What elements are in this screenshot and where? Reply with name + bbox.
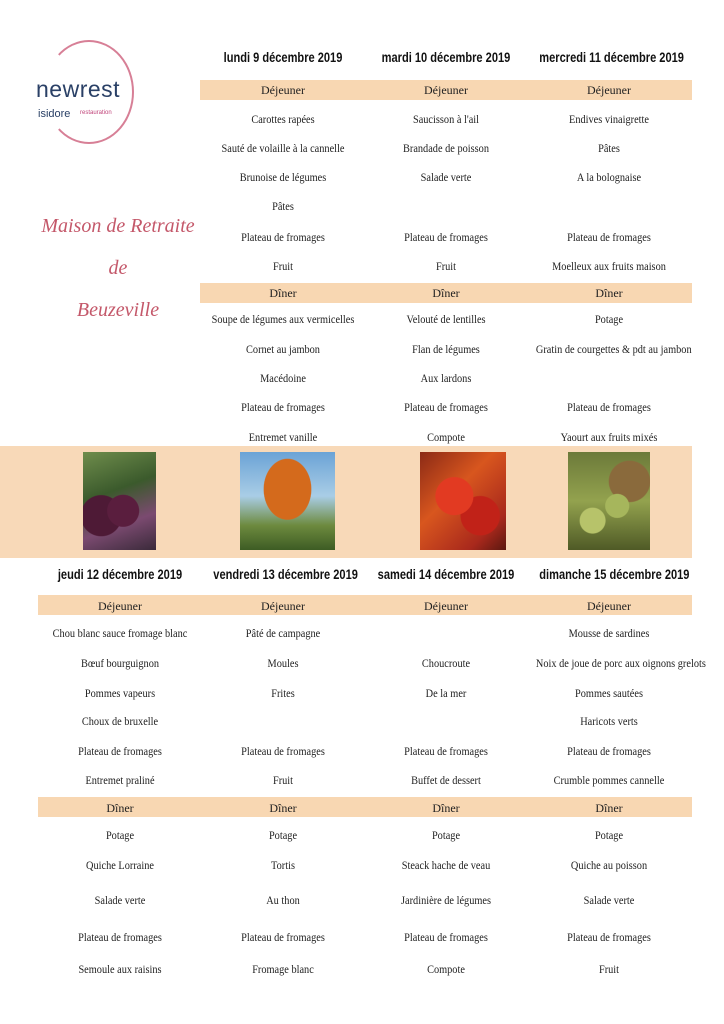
lunch-item: De la mer — [425, 686, 467, 700]
lunch-item: Crumble pommes cannelle — [553, 773, 665, 787]
logo-sub2: restauration — [80, 110, 112, 116]
dinner-item: Potage — [105, 828, 135, 842]
newrest-logo — [30, 38, 125, 148]
lunch-label: Déjeuner — [587, 599, 631, 613]
lunch-item: Fruit — [272, 259, 294, 273]
dinner-label: Dîner — [595, 286, 623, 300]
lunch-item: Choucroute — [421, 656, 471, 670]
lunch-item: Plateau de fromages — [241, 230, 325, 244]
lunch-item: A la bolognaise — [576, 170, 642, 184]
dinner-item: Plateau de fromages — [404, 400, 488, 414]
dinner-item: Entremet vanille — [248, 430, 318, 444]
lunch-item: Haricots verts — [580, 714, 638, 728]
dinner-item: Plateau de fromages — [241, 930, 325, 944]
dinner-item: Plateau de fromages — [241, 400, 325, 414]
dinner-label: Dîner — [595, 801, 623, 815]
lunch-item: Plateau de fromages — [567, 230, 651, 244]
lunch-item: Plateau de fromages — [404, 230, 488, 244]
place-title — [38, 205, 198, 331]
day-date: lundi 9 décembre 2019 — [223, 50, 343, 65]
lunch-item: Fruit — [435, 259, 457, 273]
lunch-item: Bœuf bourguignon — [80, 656, 160, 670]
lunch-item: Plateau de fromages — [241, 744, 325, 758]
dinner-item: Steack hache de veau — [401, 858, 491, 872]
dinner-item: Compote — [427, 962, 465, 976]
dinner-item: Salade verte — [94, 893, 146, 907]
lunch-item: Buffet de dessert — [411, 773, 481, 787]
lunch-item: Carottes rapées — [251, 112, 315, 126]
lunch-item: Plateau de fromages — [404, 744, 488, 758]
logo-brand: newrest — [36, 76, 121, 102]
dinner-item: Plateau de fromages — [404, 930, 488, 944]
lunch-label: Déjeuner — [98, 599, 142, 613]
red-leaves-photo — [420, 452, 506, 550]
dinner-item: Plateau de fromages — [567, 930, 651, 944]
dinner-item: Au thon — [266, 893, 300, 907]
dinner-item: Quiche Lorraine — [86, 858, 154, 872]
lunch-item: Pâtes — [598, 141, 620, 155]
day-date: mercredi 11 décembre 2019 — [539, 50, 684, 65]
lunch-item: Salade verte — [420, 170, 472, 184]
lunch-item: Mousse de sardines — [568, 626, 650, 640]
lunch-item: Sauté de volaille à la cannelle — [221, 141, 345, 155]
lunch-item: Plateau de fromages — [78, 744, 162, 758]
lunch-item: Pommes vapeurs — [84, 686, 156, 700]
dinner-label: Dîner — [269, 286, 297, 300]
lunch-item: Plateau de fromages — [567, 744, 651, 758]
place-line1: Maison de Retraite de — [41, 215, 195, 279]
day-date: samedi 14 décembre 2019 — [377, 567, 515, 582]
lunch-item: Endives vinaigrette — [569, 112, 649, 126]
dinner-item: Macédoine — [260, 371, 306, 385]
dinner-item: Jardinière de légumes — [401, 893, 491, 907]
apples-basket-photo — [568, 452, 650, 550]
lunch-item: Choux de bruxelle — [81, 714, 159, 728]
dinner-item: Soupe de légumes aux vermicelles — [211, 312, 355, 326]
logo-sub: isidore — [38, 108, 71, 120]
dinner-item: Potage — [431, 828, 461, 842]
dinner-item: Flan de légumes — [412, 342, 480, 356]
lunch-item: Brunoise de légumes — [239, 170, 327, 184]
dinner-item: Potage — [594, 828, 624, 842]
dinner-item: Fruit — [598, 962, 620, 976]
lunch-label: Déjeuner — [424, 599, 468, 613]
day-date: dimanche 15 décembre 2019 — [539, 567, 690, 582]
dinner-item: Semoule aux raisins — [78, 962, 162, 976]
lunch-label: Déjeuner — [424, 83, 468, 97]
dinner-label: Dîner — [106, 801, 134, 815]
dinner-item: Potage — [268, 828, 298, 842]
dinner-item: Salade verte — [583, 893, 635, 907]
lunch-item: Noix de joue de porc aux oignons grelots — [535, 656, 706, 670]
dinner-item: Tortis — [271, 858, 295, 872]
dinner-item: Yaourt aux fruits mixés — [560, 430, 658, 444]
day-date: mardi 10 décembre 2019 — [381, 50, 511, 65]
beetroot-photo — [83, 452, 156, 550]
lunch-item: Entremet praliné — [85, 773, 155, 787]
lunch-item: Frites — [271, 686, 295, 700]
lunch-item: Chou blanc sauce fromage blanc — [52, 626, 188, 640]
place-line2: Beuzeville — [76, 299, 160, 321]
lunch-item: Brandade de poisson — [403, 141, 489, 155]
dinner-item: Potage — [594, 312, 624, 326]
day-date: jeudi 12 décembre 2019 — [57, 567, 183, 582]
dinner-item: Cornet au jambon — [246, 342, 320, 356]
lunch-item: Fruit — [272, 773, 294, 787]
dinner-item: Plateau de fromages — [567, 400, 651, 414]
dinner-item: Fromage blanc — [252, 962, 314, 976]
lunch-item: Moelleux aux fruits maison — [552, 259, 666, 273]
autumn-tree-photo — [240, 452, 335, 550]
day-date: vendredi 13 décembre 2019 — [213, 567, 358, 582]
lunch-label: Déjeuner — [261, 83, 305, 97]
dinner-item: Quiche au poisson — [570, 858, 648, 872]
lunch-item: Pâté de campagne — [245, 626, 321, 640]
dinner-label: Dîner — [432, 801, 460, 815]
lunch-item: Pâtes — [272, 199, 294, 213]
dinner-item: Plateau de fromages — [78, 930, 162, 944]
dinner-item: Aux lardons — [420, 371, 472, 385]
dinner-label: Dîner — [432, 286, 460, 300]
lunch-item: Saucisson à l'ail — [412, 112, 480, 126]
dinner-item: Compote — [427, 430, 465, 444]
lunch-item: Pommes sautées — [575, 686, 643, 700]
dinner-item: Velouté de lentilles — [406, 312, 486, 326]
lunch-label: Déjeuner — [587, 83, 631, 97]
lunch-label: Déjeuner — [261, 599, 305, 613]
dinner-item: Gratin de courgettes & pdt au jambon — [535, 342, 692, 356]
dinner-label: Dîner — [269, 801, 297, 815]
lunch-item: Moules — [267, 656, 299, 670]
